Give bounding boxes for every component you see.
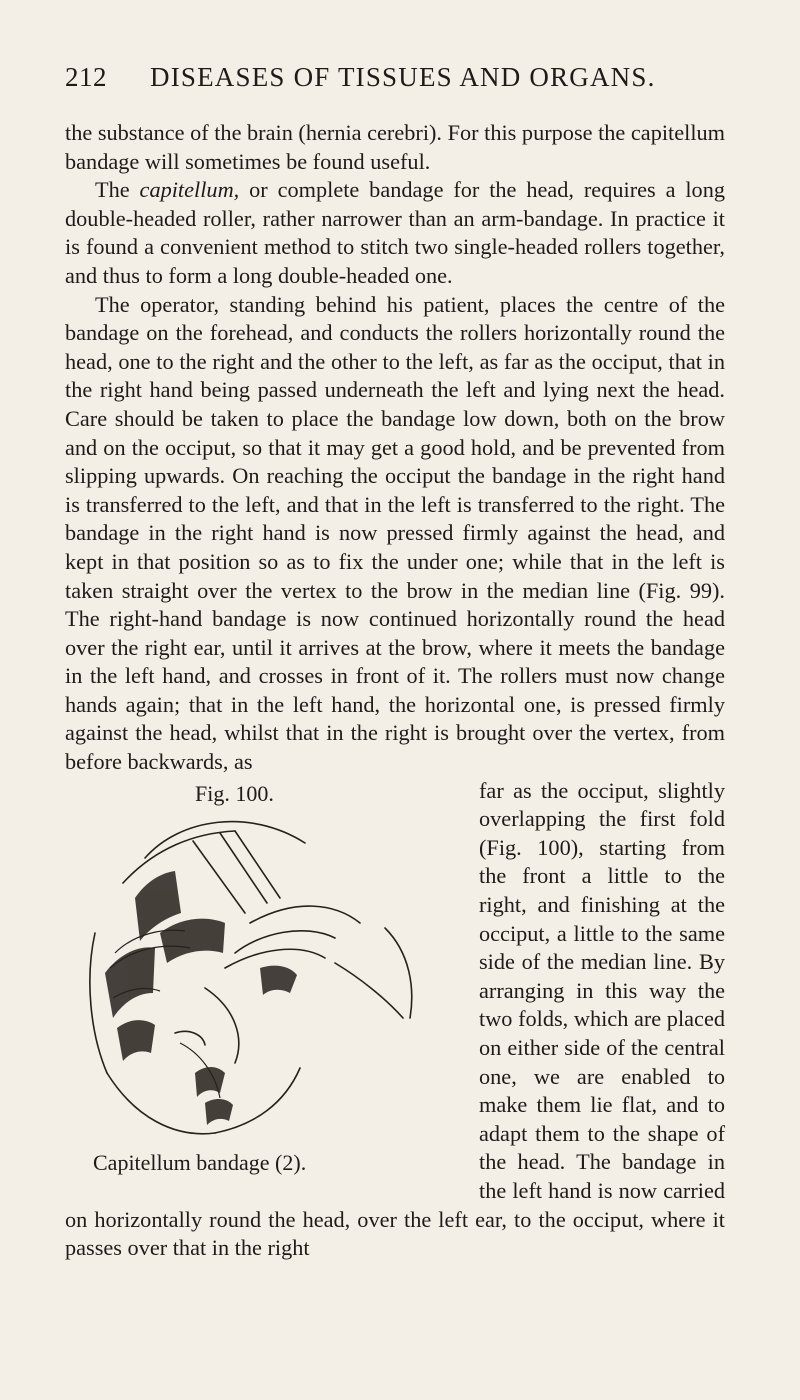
page-number: 212: [65, 62, 107, 92]
page-header: [65, 62, 735, 96]
running-head: DISEASES OF TISSUES AND ORGANS.: [150, 62, 656, 92]
paragraph-2-rest: or complete bandage for the head, requires a long double-headed roller, rather narrower than an arm-bandage. In practice it is found a convenient method to stitch two single-headed rollers together, and thus to form a long double-headed one.: [65, 177, 725, 288]
figure-caption: Capitellum bandage (2).: [93, 1149, 307, 1175]
capitellum-bandage-illustration: [85, 803, 415, 1148]
paragraph-1: the substance of the brain (hernia cerebri). For this purpose the capitellum bandage will sometimes be found useful.: [65, 120, 726, 174]
paragraph-3: The operator, standing behind his patient, places the centre of the bandage on the forehead, and conducts the rollers horizontally round the head, one to the right and the other to the left, as far as the occiput, that in the right hand being passed underneath the left and lying next the head. Care should be taken to place the bandage low down, both on the brow and on the occiput, so that it may get a good hold, and be prevented from slipping upwards. On reaching the occiput the bandage in the right hand is transferred to the left, and that in the left is transferred to the right. The bandage in the right hand is now pressed firmly against the head, and kept in that position so as to fix the under one; while that in the left is taken straight over the vertex to the brow in the median line (Fig. 99). The right-hand bandage is now continued horizontally round the head over the right ear, until it arrives at the brow, where it meets the bandage in the left hand, and crosses in front of it. The rollers must now change hands again; that in the left hand, the horizontal one, is pressed firmly against the head, whilst that in the right is brought over the vertex, from before backwards, as: [65, 291, 725, 775]
term-capitellum: capitellum,: [139, 177, 240, 203]
paragraph-2: [65, 176, 725, 290]
body-text: [65, 119, 725, 1263]
figure-100: [65, 781, 469, 1183]
paragraph-4: far as the occiput, slightly overlapping the first fold (Fig. 100), starting from the front a little to the right, and finishing at the occiput, a little to the same side of the median line. By arranging in this way the two folds, which are placed on either side of the central one, we are enabled to make them lie flat, and to adapt them to the shape of the head. The bandage in the left hand is now carried on horizontally round the head, over the left ear, to the occiput, where it passes over that in the right: [65, 777, 725, 1261]
figure-label: Fig. 100.: [195, 780, 274, 806]
paragraph-2-lead: The: [95, 177, 140, 203]
